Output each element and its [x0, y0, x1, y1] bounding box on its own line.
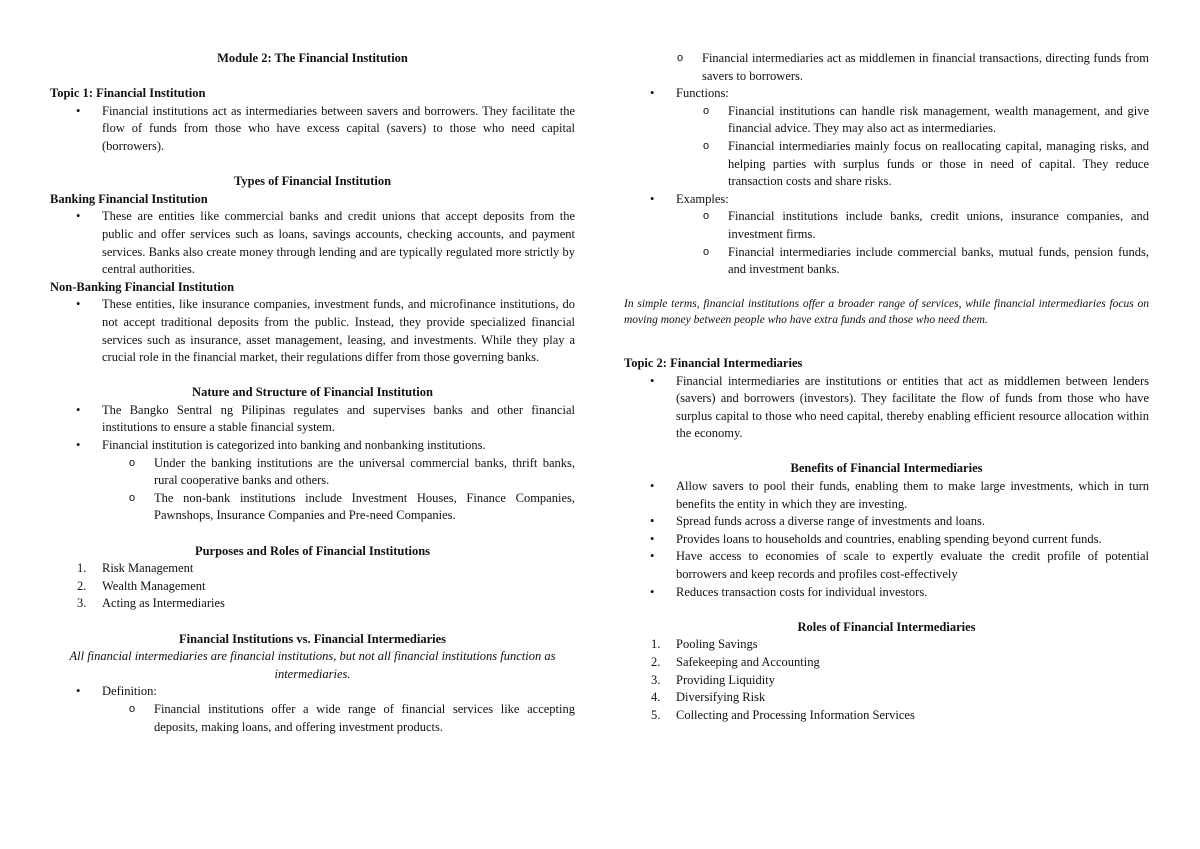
topic2-heading: Topic 2: Financial Intermediaries [624, 355, 803, 370]
list-item [50, 208, 575, 278]
number-marker: 3. [77, 596, 87, 611]
list-item-text: Provides loans to households and countries, enabling spending beyond current funds. [676, 531, 1102, 546]
list-item [624, 707, 1149, 725]
sublist-item [676, 244, 1149, 279]
list-item-text: Have access to economies of scale to expertly evaluate the credit profile of potential borrowers and keep records and profiles cost-effectively [676, 549, 1149, 582]
right-column [624, 50, 1149, 724]
sublist-item [676, 138, 1149, 191]
vs-italic-note: All financial intermediaries are financial institutions, but not all financial institutions function as intermediaries. [69, 649, 556, 681]
bullet-marker: • [650, 191, 655, 206]
types-heading: Types of Financial Institution [233, 174, 392, 189]
sublist-item [102, 490, 575, 525]
bullet-marker: • [650, 584, 655, 599]
bullet-marker: • [76, 684, 81, 699]
list-item [50, 296, 575, 366]
circle-marker: o [703, 104, 710, 117]
list-item [50, 402, 575, 437]
bullet-marker: • [76, 402, 81, 417]
circle-marker: o [703, 210, 710, 223]
list-item [624, 373, 1149, 443]
purposes-list [50, 560, 575, 613]
list-item-text: Definition: [102, 684, 157, 699]
list-item-text: Collecting and Processing Information Services [676, 707, 915, 722]
bullet-marker: • [650, 531, 655, 546]
vs-heading: Financial Institutions vs. Financial Intermediaries [178, 631, 447, 646]
list-item [624, 478, 1149, 513]
sublist-item-text: Financial intermediaries act as middlemen in financial transactions, directing funds from savers to borrowers. [702, 51, 1149, 83]
definition-sublist-continued [650, 50, 1149, 85]
list-item [50, 595, 575, 613]
list-item-text: These entities, like insurance companies, investment funds, and microfinance institutions, do not accept traditional deposits from the public. Instead, they provide specialized financial services such as insurance, asset management, leasing, and investments. While they play a crucial role in the financial market, their regulations differ from those governing banks. [102, 297, 575, 365]
left-column [50, 50, 575, 736]
list-item-text: The Bangko Sentral ng Pilipinas regulates and supervises banks and other financial institutions to ensure a stable financial system. [102, 402, 575, 435]
functions-sublist [676, 103, 1149, 191]
examples-sublist [676, 208, 1149, 278]
number-marker: 1. [651, 637, 661, 652]
list-item-text: Wealth Management [102, 578, 206, 593]
sublist-item [102, 455, 575, 490]
list-item-text: Spread funds across a diverse range of investments and loans. [676, 514, 985, 529]
sublist-item-text: Financial intermediaries include commercial banks, mutual funds, pension funds, and investment banks. [728, 244, 1149, 277]
list-item [624, 584, 1149, 602]
simple-terms-note: In simple terms, financial institutions offer a broader range of services, while financial intermediaries focus on moving money between people who have extra funds and those who need them. [624, 298, 1149, 327]
list-item [624, 636, 1149, 654]
list-item-text: Allow savers to pool their funds, enabling them to make large investments, which in turn benefits the entity in which they are investing. [676, 479, 1149, 511]
sublist-item-text: Under the banking institutions are the universal commercial banks, thrift banks, rural cooperative banks and others. [154, 455, 575, 488]
list-item [624, 191, 1149, 279]
list-item [624, 672, 1149, 690]
list-item-text: Financial intermediaries are institutions or entities that act as middlemen between lenders (savers) and borrowers (investors). They facilitate the flow of funds from those who have surplus capital to those who need capital, thereby enabling efficient resource allocation within the economy. [676, 373, 1149, 441]
number-marker: 3. [651, 672, 661, 687]
banking-list [50, 208, 575, 278]
benefits-list [624, 478, 1149, 601]
bullet-marker: • [76, 297, 81, 312]
list-item-text: Financial institutions act as intermediaries between savers and borrowers. They facilitate the flow of funds from those who have excess capital (savers) to those who need capital (borrowers). [102, 103, 575, 153]
circle-marker: o [129, 491, 136, 504]
topic1-heading: Topic 1: Financial Institution [50, 86, 206, 101]
list-item [50, 560, 575, 578]
sublist-item-text: Financial institutions can handle risk management, wealth management, and give financial advice. They may also act as intermediaries. [728, 103, 1149, 136]
list-item-text: Financial institution is categorized into banking and nonbanking institutions. [102, 438, 486, 453]
circle-marker: o [129, 456, 136, 469]
nonbanking-list [50, 296, 575, 366]
list-item [50, 578, 575, 596]
number-marker: 1. [77, 561, 87, 576]
roles-list [624, 636, 1149, 724]
list-item [624, 654, 1149, 672]
list-item [624, 531, 1149, 549]
list-item [624, 689, 1149, 707]
list-item-text: Pooling Savings [676, 637, 758, 652]
definition-sublist [102, 701, 575, 736]
list-item-text: Providing Liquidity [676, 672, 775, 687]
number-marker: 4. [651, 690, 661, 705]
sublist-item [650, 50, 1149, 85]
list-item-text: Examples: [676, 191, 729, 206]
list-item [624, 513, 1149, 531]
list-item-text: Risk Management [102, 561, 194, 576]
nature-list [50, 402, 575, 525]
sublist-item-text: Financial intermediaries mainly focus on reallocating capital, managing risks, and helping parties with surplus funds or those in need of capital. They reduce transaction costs and share risks. [728, 138, 1149, 189]
circle-marker: o [129, 702, 136, 715]
bullet-marker: • [76, 209, 81, 224]
list-item [50, 683, 575, 736]
benefits-heading: Benefits of Financial Intermediaries [790, 461, 983, 476]
sublist-item [676, 208, 1149, 243]
banking-heading: Banking Financial Institution [50, 191, 208, 206]
bullet-marker: • [650, 86, 655, 101]
list-item-text: Functions: [676, 86, 729, 101]
topic1-list [50, 103, 575, 156]
bullet-marker: • [650, 373, 655, 388]
number-marker: 5. [651, 707, 661, 722]
bullet-marker: • [650, 549, 655, 564]
list-item-text: Acting as Intermediaries [102, 596, 225, 611]
sublist-item-text: The non-bank institutions include Investment Houses, Finance Companies, Pawnshops, Insurance Companies and Pre-need Companies. [154, 490, 575, 523]
bullet-marker: • [650, 479, 655, 494]
bullet-marker: • [76, 103, 81, 118]
nonbanking-heading: Non-Banking Financial Institution [50, 279, 235, 294]
nature-heading: Nature and Structure of Financial Institution [192, 385, 433, 400]
sublist-item-text: Financial institutions include banks, credit unions, insurance companies, and investment firms. [728, 209, 1149, 241]
circle-marker: o [703, 245, 710, 258]
sublist-item-text: Financial institutions offer a wide range of financial services like accepting deposits, making loans, and offering investment products. [154, 701, 575, 734]
purposes-heading: Purposes and Roles of Financial Institutions [194, 543, 431, 558]
number-marker: 2. [77, 578, 87, 593]
list-item-text: Safekeeping and Accounting [676, 655, 820, 669]
bullet-marker: • [650, 514, 655, 529]
list-item [50, 103, 575, 156]
number-marker: 2. [651, 655, 661, 669]
topic2-list [624, 373, 1149, 443]
circle-marker: o [703, 139, 710, 152]
definition-list [50, 683, 575, 736]
list-item-text: Diversifying Risk [676, 690, 766, 705]
definition-continued-list [624, 50, 1149, 279]
list-item [50, 437, 575, 525]
list-item-text: These are entities like commercial banks and credit unions that accept deposits from the public and offer services such as loans, savings accounts, checking accounts, and payment services. Banks also create money through lending and are typically regulated more strictly by central authorities. [102, 209, 575, 277]
sublist-item [102, 701, 575, 736]
roles-heading: Roles of Financial Intermediaries [797, 619, 976, 634]
list-item [624, 548, 1149, 583]
circle-marker: o [677, 52, 684, 64]
bullet-marker: • [76, 438, 81, 453]
module-title: Module 2: The Financial Institution [217, 51, 408, 65]
list-item [624, 50, 1149, 85]
list-item-text: Reduces transaction costs for individual investors. [676, 584, 928, 599]
sublist-item [676, 103, 1149, 138]
nature-sublist [102, 455, 575, 525]
list-item [624, 85, 1149, 191]
